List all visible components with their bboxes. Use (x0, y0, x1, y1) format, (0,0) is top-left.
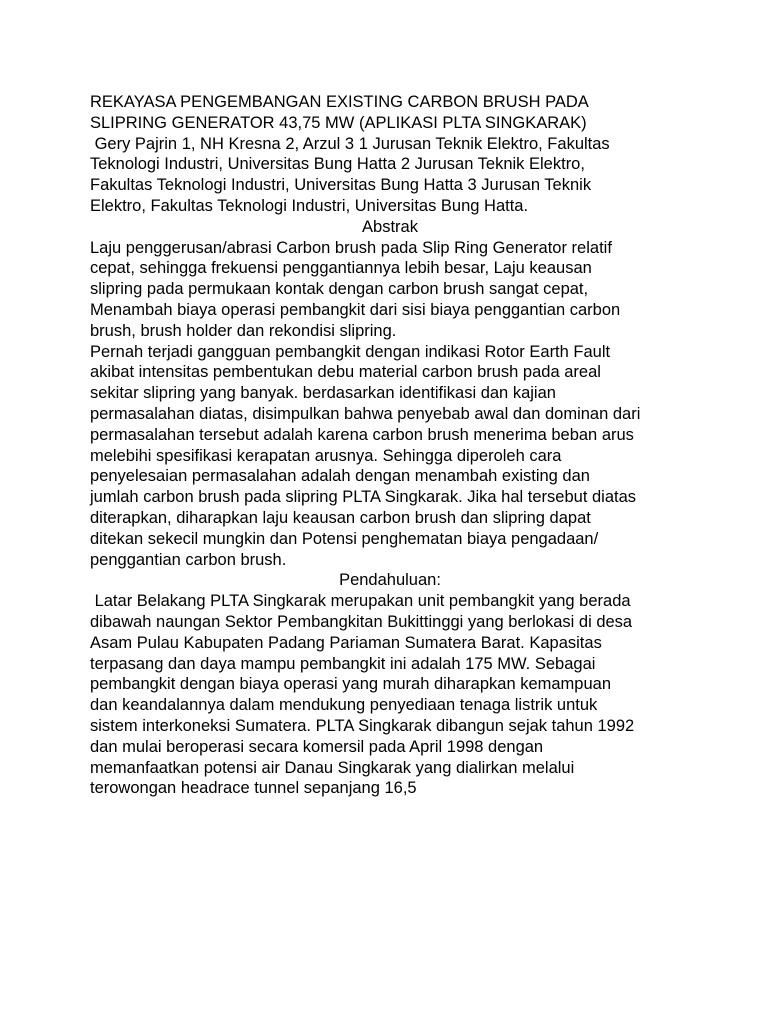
abstract-heading: Abstrak (362, 217, 418, 236)
text-line: dibawah naungan Sektor Pembangkitan Bukittinggi yang berlokasi di desa (90, 612, 633, 631)
text-line: diterapkan, diharapkan laju keausan carbon brush dan slipring dapat (90, 508, 591, 527)
text-line: penggantian carbon brush. (90, 550, 287, 569)
text-line: brush, brush holder dan rekondisi slipring. (90, 321, 397, 340)
text-line: terowongan headrace tunnel sepanjang 16,5 (90, 779, 417, 798)
author-line: Elektro, Fakultas Teknologi Industri, Universitas Bung Hatta. (90, 196, 529, 215)
text-line: terpasang dan daya mampu pembangkit ini adalah 175 MW. Sebagai (90, 654, 596, 673)
text-line: jumlah carbon brush pada slipring PLTA Singkarak. Jika hal tersebut diatas (90, 488, 637, 507)
text-line: Menambah biaya operasi pembangkit dari sisi biaya penggantian carbon (90, 300, 621, 319)
text-line: akibat intensitas pembentukan debu material carbon brush pada areal (90, 363, 601, 382)
introduction-heading: Pendahuluan: (339, 571, 441, 590)
introduction-paragraph-1 (90, 591, 690, 799)
text-line: sistem interkoneksi Sumatera. PLTA Singkarak dibangun sejak tahun 1992 (90, 716, 635, 735)
text-line: permasalahan tersebut adalah karena carbon brush menerima beban arus (90, 425, 634, 444)
text-line: pembangkit dengan biaya operasi yang murah diharapkan kemampuan (90, 675, 612, 694)
author-line: Fakultas Teknologi Industri, Universitas Bung Hatta 3 Jurusan Teknik (90, 176, 592, 195)
text-line: melebihi spesifikasi kerapatan arusnya. Sehingga diperoleh cara (90, 446, 562, 465)
author-line: Teknologi Industri, Universitas Bung Hatta 2 Jurusan Teknik Elektro, (90, 155, 585, 174)
text-line: Asam Pulau Kabupaten Padang Pariaman Sumatera Barat. Kapasitas (90, 633, 602, 652)
text-line: permasalahan diatas, disimpulkan bahwa penyebab awal dan dominan dari (90, 404, 641, 423)
title-line: REKAYASA PENGEMBANGAN EXISTING CARBON BRUSH PADA (90, 93, 589, 111)
document-body (90, 92, 690, 799)
text-line: dan mulai beroperasi secara komersil pada April 1998 dengan (90, 737, 544, 756)
abstract-paragraph-2 (90, 342, 690, 571)
text-line: Latar Belakang PLTA Singkarak merupakan unit pembangkit yang berada (90, 592, 631, 611)
abstract-paragraph-1 (90, 238, 690, 342)
text-line: slipring pada permukaan kontak dengan carbon brush sangat cepat, (90, 280, 589, 299)
text-line: Pernah terjadi gangguan pembangkit dengan indikasi Rotor Earth Fault (90, 342, 611, 361)
text-line: penyelesaian permasalahan adalah dengan menambah existing dan (90, 467, 590, 486)
text-line: cepat, sehingga frekuensi penggantiannya lebih besar, Laju keausan (90, 259, 592, 278)
title-line: SLIPRING GENERATOR 43,75 MW (APLIKASI PLTA SINGKARAK) (90, 113, 587, 132)
text-line: sekitar slipring yang banyak. berdasarkan identifikasi dan kajian (90, 384, 556, 403)
author-line: Gery Pajrin 1, NH Kresna 2, Arzul 3 1 Jurusan Teknik Elektro, Fakultas (90, 134, 610, 153)
text-line: dan keandalannya dalam mendukung penyediaan tenaga listrik untuk (90, 696, 598, 715)
document-title (90, 92, 690, 134)
text-line: Laju penggerusan/abrasi Carbon brush pada Slip Ring Generator relatif (90, 238, 612, 257)
text-line: ditekan sekecil mungkin dan Potensi penghematan biaya pengadaan/ (90, 529, 599, 548)
author-affiliations (90, 134, 690, 217)
text-line: memanfaatkan potensi air Danau Singkarak yang dialirkan melalui (90, 758, 575, 777)
